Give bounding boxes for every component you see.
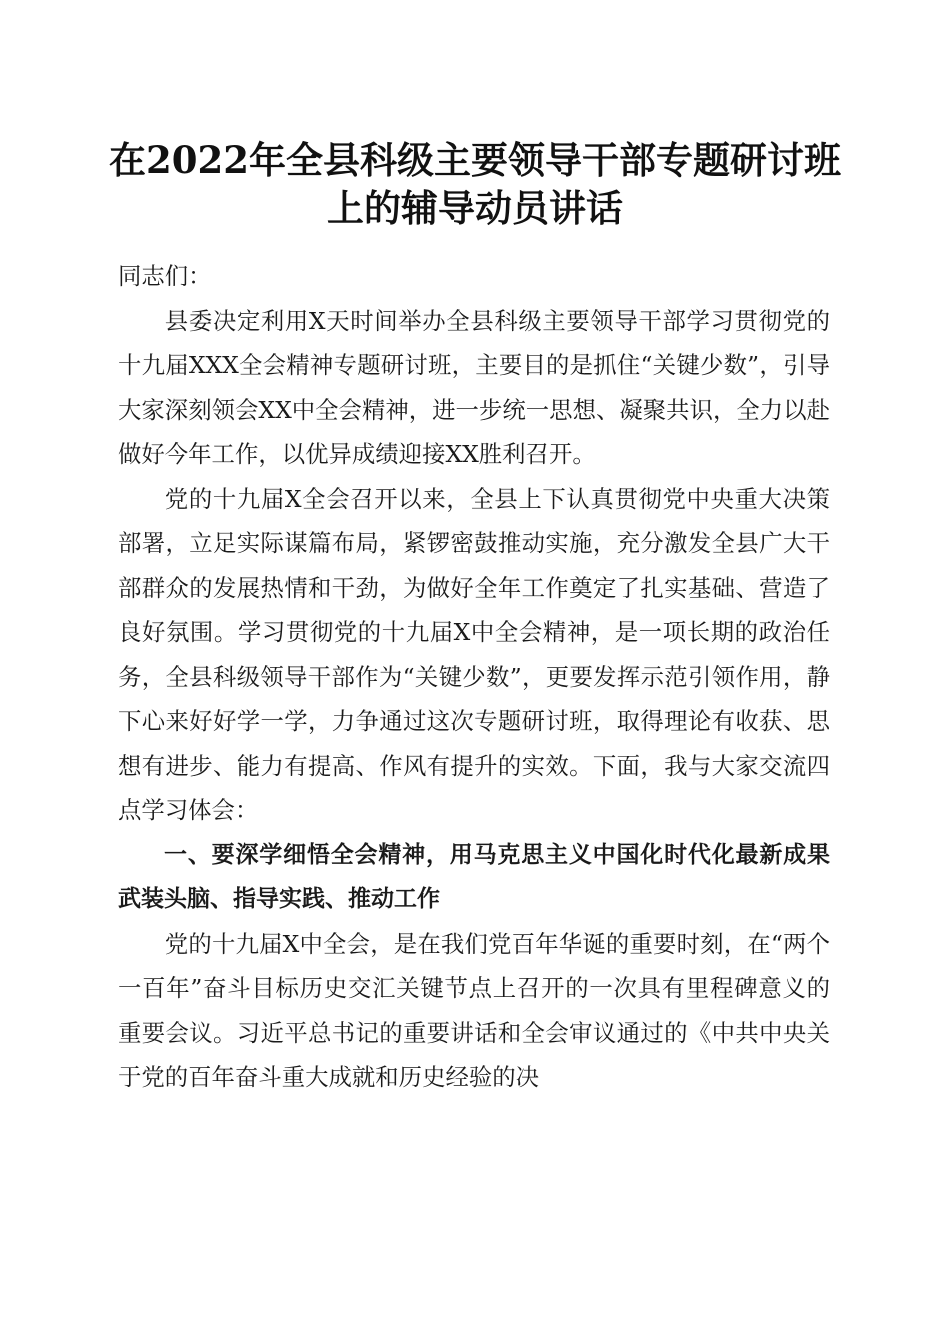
- paragraph-intro: 县委决定利用X天时间举办全县科级主要领导干部学习贯彻党的十九届XXX全会精神专题研讨班，主要目的是抓住“关键少数”，引导大家深刻领会XX中全会精神，进一步统一思想、凝聚共识，全力以赴做好今年工作，以优异成绩迎接XX胜利召开。: [118, 306, 830, 468]
- section-heading-one: 一、要深学细悟全会精神，用马克思主义中国化时代化最新成果武装头脑、指导实践、推动工作: [118, 841, 830, 912]
- salutation: 同志们：: [118, 262, 212, 290]
- paragraph-section-one: 党的十九届X中全会，是在我们党百年华诞的重要时刻，在“两个一百年”奋斗目标历史交汇关键节点上召开的一次具有里程碑意义的重要会议。习近平总书记的重要讲话和全会审议通过的《中共中央关于党的百年奋斗重大成就和历史经验的决: [118, 929, 830, 1091]
- document-body: [118, 254, 830, 1100]
- document-title: 在2022年全县科级主要领导干部专题研讨班上的辅导动员讲话: [109, 138, 841, 230]
- paragraph-background: 党的十九届X全会召开以来，全县上下认真贯彻党中央重大决策部署，立足实际谋篇布局，紧锣密鼓推动实施，充分激发全县广大干部群众的发展热情和干劲，为做好全年工作奠定了扎实基础、营造了良好氛围。学习贯彻党的十九届X中全会精神，是一项长期的政治任务，全县科级领导干部作为“关键少数”，更要发挥示范引领作用，静下心来好好学一学，力争通过这次专题研讨班，取得理论有收获、思想有进步、能力有提高、作风有提升的实效。下面，我与大家交流四点学习体会：: [118, 484, 830, 824]
